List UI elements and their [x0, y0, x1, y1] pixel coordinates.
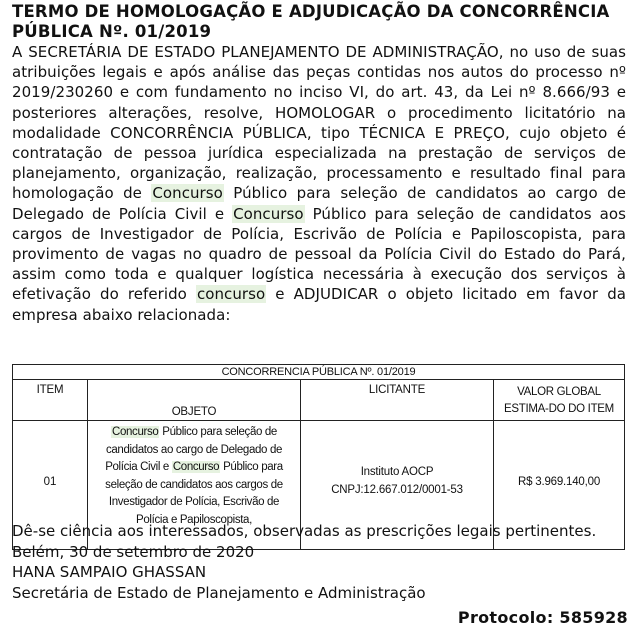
- header-item: [13, 380, 88, 421]
- header-valor: [494, 380, 625, 421]
- body-text-1: A SECRETÁRIA DE ESTADO PLANEJAMENTO DE ADMINISTRAÇÃO, no uso de suas atribuições legais e após análise das peças contidas nos autos do processo nº 2019/230260 e com fundamento no inciso VI, do art. 43, da Lei nº 8.666/93 e posteriores alterações, resolve, HOMOLOGAR o procedimento licitatório na modalidade CONCORRÊNCIA PÚBLICA, tipo TÉCNICA E PREÇO, cujo objeto é contratação de pessoa jurídica especializada na prestação de serviços de planejamento, organização, realização, processamento e resultado final para homologação de: [12, 43, 626, 203]
- header-objeto: [88, 380, 301, 421]
- header-objeto-label: OBJETO: [171, 406, 217, 418]
- body-text-3: Público para seleção de candidatos aos cargos de Investigador de Polícia, Escrivão de Polícia e Papiloscopista, para provimento de vagas no quadro de pessoal da Polícia Civil do Estado do Pará, assim como toda e qualquer logística necessária à execução dos serviços à efetivação do referido: [12, 204, 626, 304]
- footer-notice: Dê-se ciência aos interessados, observadas as prescrições legais pertinentes.: [12, 522, 597, 540]
- licitante-name: Instituto AOCP: [360, 466, 434, 478]
- objeto-highlight-1: Concurso: [112, 426, 159, 438]
- body-text-2: Público para seleção de candidatos ao cargo de Delegado de Polícia Civil e: [12, 184, 626, 223]
- objeto-text-1: Público para seleção de candidatos ao cargo de Delegado de Polícia Civil e: [105, 426, 283, 473]
- footer: [12, 521, 626, 603]
- header-licitante-label: LICITANTE: [368, 384, 426, 396]
- objeto-text-2: Público para seleção de candidatos aos cargos de Investigador de Polícia, Escrivão de Polícia e Papiloscopista,: [105, 461, 283, 526]
- highlight-concurso-3: concurso: [196, 285, 266, 304]
- licitante-cnpj: CNPJ:12.667.012/0001-53: [331, 483, 463, 496]
- body-paragraph: [12, 42, 626, 325]
- header-item-label: ITEM: [36, 384, 64, 396]
- table-header-row: [13, 380, 625, 421]
- footer-date: Belém, 30 de setembro de 2020: [12, 542, 255, 561]
- objeto-highlight-2: Concurso: [172, 461, 220, 473]
- table-caption: CONCORRENCIA PÚBLICA Nº. 01/2019: [13, 365, 625, 380]
- licitante-text: [301, 464, 493, 499]
- signatory-name: HANA SAMPAIO GHASSAN: [12, 563, 207, 581]
- highlight-concurso-1: Concurso: [152, 184, 223, 203]
- item-number: 01: [43, 476, 57, 488]
- title-line-2: PÚBLICA Nº. 01/2019: [12, 22, 212, 41]
- signatory-title: Secretária de Estado de Planejamento e Administração: [12, 583, 426, 602]
- objeto-text: [88, 421, 300, 529]
- highlight-concurso-2: Concurso: [233, 204, 304, 223]
- protocol-number: Protocolo: 585928: [457, 608, 628, 627]
- header-valor-label: VALOR GLOBAL ESTIMA-DO DO ITEM: [504, 386, 614, 415]
- valor-text: R$ 3.969.140,00: [517, 476, 601, 488]
- table-caption-row: [13, 365, 625, 380]
- body-text-4: e ADJUDICAR o objeto licitado em favor da empresa abaixo relacionada:: [12, 285, 627, 324]
- header-licitante: [301, 380, 494, 421]
- title-line-1: TERMO DE HOMOLOGAÇÃO E ADJUDICAÇÃO DA CONCORRÊNCIA: [12, 2, 610, 21]
- document: [12, 0, 626, 325]
- document-title: [12, 2, 626, 42]
